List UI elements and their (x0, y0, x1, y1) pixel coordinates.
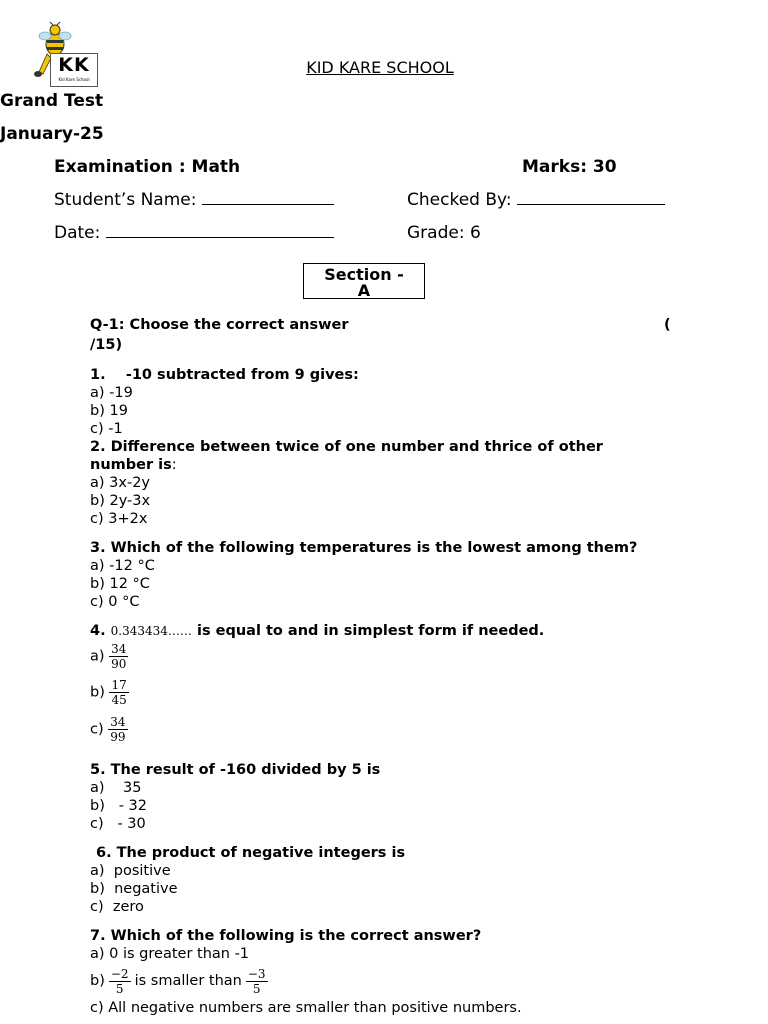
option[interactable]: b) 12 °C (90, 576, 150, 592)
option[interactable]: c) 3+2x (90, 511, 148, 527)
test-date-title: January-25 (0, 124, 104, 144)
question-5-text: 5. The result of -160 divided by 5 is (90, 762, 381, 778)
option[interactable]: a) positive (90, 863, 171, 879)
question-5 (90, 761, 380, 833)
logo-caption: Kid Kare School (58, 77, 90, 82)
fraction (108, 715, 127, 744)
fraction-denominator: 5 (252, 981, 261, 996)
q1-marks-open: ( (664, 317, 671, 333)
checked-by-label: Checked By: (407, 190, 512, 210)
fraction (109, 642, 128, 671)
fraction (246, 967, 268, 996)
fraction-numerator: 34 (110, 715, 126, 729)
section-label-line2: A (357, 281, 371, 300)
fraction-numerator: −2 (110, 966, 129, 981)
option[interactable]: a) -12 °C (90, 558, 155, 574)
fraction (109, 678, 128, 707)
option[interactable] (90, 678, 544, 715)
option-middle-text: is smaller than (134, 973, 242, 989)
fraction (109, 967, 131, 996)
question-1-stem: -10 subtracted from 9 gives: (125, 367, 359, 383)
option-label: a) (90, 648, 105, 665)
fraction-denominator: 99 (110, 730, 126, 744)
school-name: KID KARE SCHOOL (306, 58, 454, 77)
fraction-numerator: 34 (111, 642, 127, 656)
option[interactable]: a) -19 (90, 385, 133, 401)
option[interactable]: a) 35 (90, 780, 142, 796)
question-4-number: 4. (90, 623, 106, 639)
option[interactable]: a) 3x-2y (90, 475, 150, 491)
fraction-denominator: 45 (111, 693, 127, 707)
option[interactable]: b) 2y-3x (90, 493, 151, 509)
q1-marks-close: /15) (90, 337, 123, 353)
date-blank[interactable] (106, 223, 334, 238)
option[interactable]: c) zero (90, 899, 144, 915)
option-label: c) (90, 721, 104, 738)
question-4 (90, 622, 544, 751)
student-name-blank[interactable] (202, 190, 334, 205)
date-label: Date: (54, 223, 101, 243)
question-6-text: 6. The product of negative integers is (96, 845, 406, 861)
section-label-line1: Section - (324, 265, 404, 284)
grade-label: Grade: 6 (407, 223, 481, 243)
logo-letters: KK (58, 54, 90, 76)
option[interactable]: c) -1 (90, 421, 123, 437)
question-4-stem: is equal to and in simplest form if needed. (197, 623, 545, 639)
fraction-denominator: 5 (115, 981, 124, 996)
marks-total: Marks: 30 (522, 157, 617, 177)
option[interactable] (90, 715, 544, 751)
student-name-field[interactable] (54, 190, 334, 210)
fraction-numerator: −3 (247, 966, 266, 981)
option[interactable]: c) - 30 (90, 816, 146, 832)
student-name-label: Student’s Name: (54, 190, 197, 210)
option[interactable]: b) - 32 (90, 798, 147, 814)
option[interactable] (90, 642, 544, 678)
option-label: b) (90, 684, 105, 701)
option-label: b) (90, 973, 105, 989)
exam-subject: Examination : Math (54, 157, 241, 177)
question-1-text (90, 366, 359, 384)
question-6 (90, 844, 405, 916)
question-1 (90, 366, 359, 438)
q1-title: Q-1: Choose the correct answer (90, 317, 349, 333)
checked-by-field[interactable] (407, 190, 665, 210)
question-7-text: 7. Which of the following is the correct answer? (90, 928, 482, 944)
question-4-text (90, 622, 544, 640)
option[interactable]: b) negative (90, 881, 178, 897)
question-2-text-line2 (90, 456, 603, 474)
option[interactable]: c) All negative numbers are smaller than positive numbers. (90, 1000, 522, 1016)
question-2-colon: : (171, 457, 177, 473)
section-heading (303, 263, 425, 299)
option[interactable]: c) 0 °C (90, 594, 140, 610)
question-7 (90, 927, 522, 1017)
option[interactable] (90, 963, 522, 999)
fraction-denominator: 90 (111, 657, 127, 671)
test-title: Grand Test (0, 91, 104, 111)
option[interactable]: a) 0 is greater than -1 (90, 946, 250, 962)
question-3-text: 3. Which of the following temperatures is the lowest among them? (90, 540, 638, 556)
fraction-numerator: 17 (111, 678, 127, 692)
question-3 (90, 539, 637, 611)
question-1-number: 1. (90, 367, 106, 383)
question-4-decimal: 0.343434…… (110, 624, 192, 638)
checked-by-blank[interactable] (517, 190, 665, 205)
option[interactable]: b) 19 (90, 403, 128, 419)
question-2-stem-end: number is (90, 457, 172, 473)
question-2-text-line1: 2. Difference between twice of one number and thrice of other (90, 439, 603, 455)
date-field[interactable] (54, 223, 334, 243)
question-2 (90, 438, 603, 528)
